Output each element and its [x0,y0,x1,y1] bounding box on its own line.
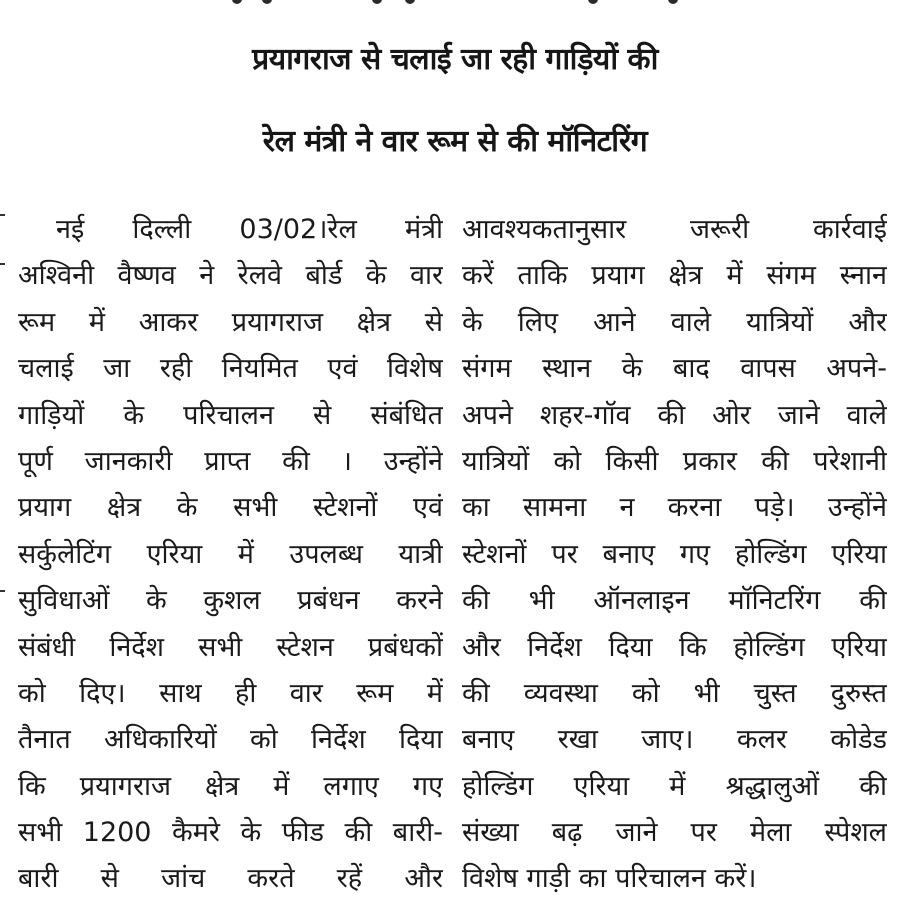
article-line: का सामना न करना पड़े। उन्होंने [462,492,887,524]
article-line: विशेष गाड़ी का परिचालन करें। [462,863,757,895]
article-line: अपने शहर-गॉव की ओर जाने वाले [462,399,887,431]
glyph-fragment [668,0,678,4]
article-line: प्रयाग क्षेत्र के सभी स्टेशनों एवं [18,492,443,524]
article-line: आवश्यकतानुसार जरूरी कार्रवाई [462,214,887,245]
article-line: करें ताकि प्रयाग क्षेत्र में संगम स्नान [462,260,887,292]
article-line: यात्रियों को किसी प्रकार की परेशानी [462,445,887,477]
article-line: गाड़ियों के परिचालन से संबंधित [18,399,443,431]
article-line: पूर्ण जानकारी प्राप्त की । उन्होंने [18,445,443,477]
glyph-fragment [262,0,272,4]
article-line: सुविधाओं के कुशल प्रबंधन करने [18,585,443,617]
glyph-fragment [405,0,415,4]
article-line: बारी से जांच करते रहें और [18,863,443,895]
headline-line-1: प्रयागराज से चलाई जा रही गाड़ियों की [252,42,658,77]
article-line: कि प्रयागराज क्षेत्र में लगाए गए [18,770,443,802]
article-line: चलाई जा रही नियमित एवं विशेष [18,353,443,385]
article-line: होल्डिंग एरिया में श्रद्धालुओं की [462,770,887,802]
article-line: स्टेशनों पर बनाए गए होल्डिंग एरिया [462,538,887,570]
article-line: रूम में आकर प्रयागराज क्षेत्र से [18,306,443,338]
article-line: नई दिल्ली 03/02।रेल मंत्री [56,214,443,245]
article-column-left [18,207,443,903]
edge-marker [0,263,5,265]
headline-line-2: रेल मंत्री ने वार रूम से की मॉनिटरिंग [262,124,648,159]
edge-marker [0,214,5,216]
article-line: बनाए रखा जाए। कलर कोडेड [462,724,887,756]
article-line: संबंधी निर्देश सभी स्टेशन प्रबंधकों [18,631,443,663]
article-line: तैनात अधिकारियों को निर्देश दिया [18,724,443,756]
article-line: की व्यवस्था को भी चुस्त दुरुस्त [462,677,887,709]
cropped-text-remnant [0,0,910,8]
article-column-right [462,207,887,903]
glyph-fragment [372,0,382,4]
article-line: सभी 1200 कैमरे के फीड की बारी- [18,817,443,849]
article-line: और निर्देश दिया कि होल्डिंग एरिया [462,631,887,663]
article-line: संख्या बढ़ जाने पर मेला स्पेशल [462,817,887,849]
article-line: के लिए आने वाले यात्रियों और [462,306,887,338]
article-line: को दिए। साथ ही वार रूम में [18,677,443,709]
article-line: संगम स्थान के बाद वापस अपने- [462,353,887,385]
glyph-fragment [232,0,242,4]
article-line: अश्विनी वैष्णव ने रेलवे बोर्ड के वार [18,260,443,292]
article-line: सर्कुलेटिंग एरिया में उपलब्ध यात्री [18,538,443,570]
glyph-fragment [588,0,598,4]
article-line: की भी ऑनलाइन मॉनिटरिंग की [462,585,887,617]
edge-marker [0,590,5,592]
